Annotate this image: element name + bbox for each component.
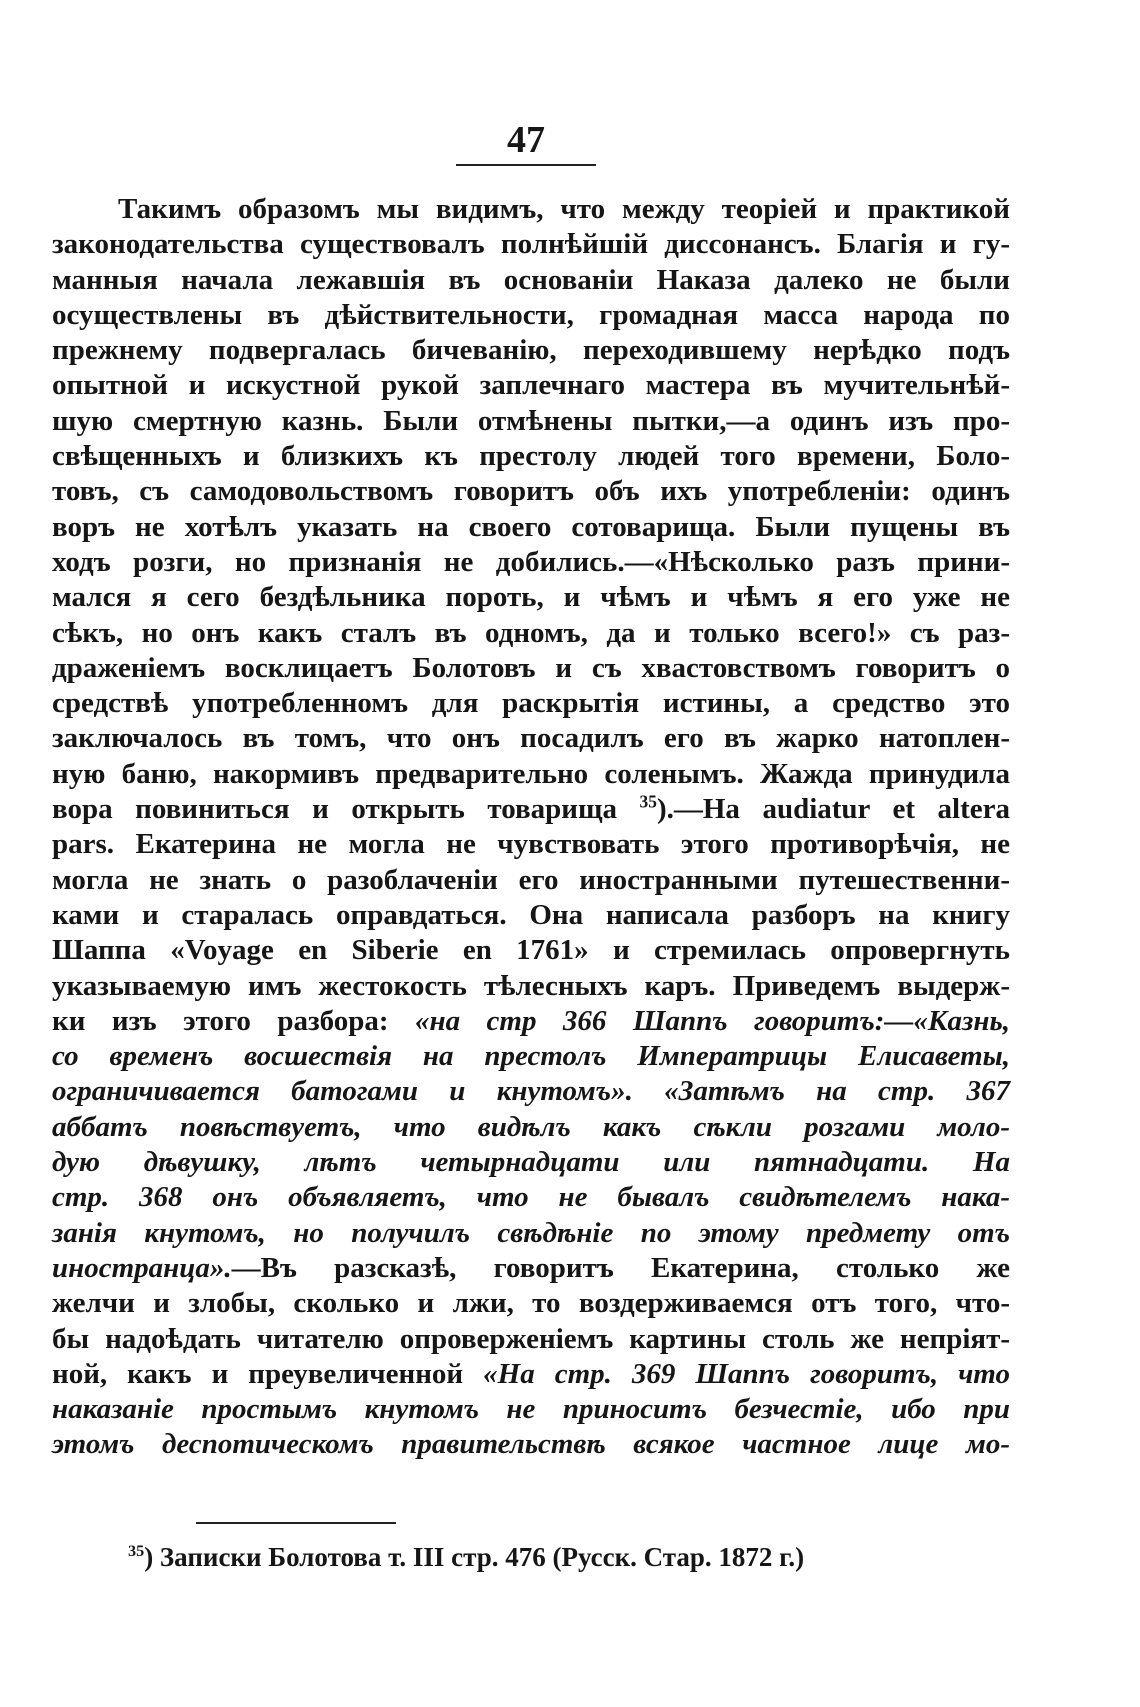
text-line: желчи и злобы, сколько и лжи, то воздерживаемся отъ того, что- <box>52 1287 1010 1320</box>
quoted-line: стр. 368 онъ объявляетъ, что не бывалъ свидѣтелемъ нака- <box>52 1181 1010 1214</box>
page-number-rule <box>456 164 596 166</box>
quoted-line: со временъ восшествія на престолъ Императрицы Елисаветы, <box>52 1040 1010 1073</box>
body-text <box>52 192 1010 1463</box>
footnote <box>128 1540 1028 1574</box>
quoted-line: этомъ деспотическомъ правительствѣ всякое частное лице мо- <box>52 1428 1010 1461</box>
text-line: прежнему подвергалась бичеванію, переходившему нерѣдко подъ <box>52 334 1010 367</box>
quoted-line: ограничивается батогами и кнутомъ». «Затѣмъ на стр. 367 <box>52 1075 1010 1108</box>
quoted-segment: «На стр. 369 Шаппъ говоритъ, что <box>483 1357 1010 1390</box>
text-segment: —Въ разсказѣ, говоритъ Екатерина, столько же <box>231 1251 1010 1284</box>
quoted-line: аббатъ повѣствуетъ, что видѣлъ какъ сѣкли розгами моло- <box>52 1110 1010 1143</box>
text-line: ходъ розги, но признанія не добились.—«Нѣсколько разъ прини- <box>52 545 1010 578</box>
text-line <box>52 1357 1010 1392</box>
text-line: ками и старалась оправдаться. Она написала разборъ на книгу <box>52 898 1010 931</box>
text-line: сѣкъ, но онъ какъ сталъ въ одномъ, да и только всего!» съ раз- <box>52 616 1010 649</box>
quoted-segment: «на стр 366 Шаппъ говоритъ:—«Казнь, <box>415 1004 1010 1037</box>
text-line: средствѣ употребленномъ для раскрытія истины, а средство это <box>52 687 1010 720</box>
text-line: pars. Екатерина не могла не чувствовать этого противорѣчія, не <box>52 828 1010 861</box>
text-line: бы надоѣдать читателю опроверженіемъ картины столь же непріят- <box>52 1322 1010 1355</box>
text-line: могла не знать о разоблаченіи его иностранными путешественни- <box>52 863 1010 896</box>
text-line: ную баню, накормивъ предварительно соленымъ. Жажда принудила <box>52 757 1010 790</box>
text-line: манныя начала лежавшія въ основаніи Наказа далеко не были <box>52 263 1010 296</box>
quoted-line: занія кнутомъ, но получилъ свѣдѣніе по этому предмету отъ <box>52 1216 1010 1249</box>
text-line: законодательства существовалъ полнѣйшій диссонансъ. Благія и гу- <box>52 228 1010 261</box>
page-number: 47 <box>507 119 545 161</box>
text-line: шую смертную казнь. Были отмѣнены пытки,—а одинъ изъ про- <box>52 404 1010 437</box>
footnote-reference: 35 <box>639 791 657 812</box>
text-line <box>52 792 1010 827</box>
text-line: свѣщенныхъ и близкихъ къ престолу людей того времени, Боло- <box>52 440 1010 473</box>
text-line: драженіемъ восклицаетъ Болотовъ и съ хвастовствомъ говоритъ о <box>52 651 1010 684</box>
footnote-text: ) Записки Болотова т. III стр. 476 (Русск. Стар. 1872 г.) <box>144 1542 805 1572</box>
text-line: опытной и искустной рукой заплечнаго мастера въ мучительнѣй- <box>52 369 1010 402</box>
text-line: Такимъ образомъ мы видимъ, что между теоріей и практикой <box>118 193 1010 225</box>
text-segment: вора повиниться и открыть товарища <box>52 793 617 826</box>
text-line: воръ не хотѣлъ указать на своего сотоварища. Были пущены въ <box>52 510 1010 543</box>
quoted-segment: иностранца». <box>52 1251 232 1284</box>
text-line: мался я сего бездѣльника пороть, и чѣмъ и чѣмъ я его уже не <box>52 581 1010 614</box>
text-line: указываемую имъ жестокость тѣлесныхъ каръ. Приведемъ выдерж- <box>52 969 1010 1002</box>
footnote-marker: 35 <box>128 1542 145 1560</box>
text-segment: ки изъ этого разбора: <box>52 1004 415 1037</box>
text-line <box>52 1004 1010 1039</box>
text-line <box>52 1251 1010 1286</box>
text-line: осуществлены въ дѣйствительности, громадная масса народа по <box>52 298 1010 331</box>
text-line: Шаппа «Voyage en Siberie en 1761» и стремилась опровергнуть <box>52 934 1010 967</box>
text-segment: ной, какъ и преувеличенной <box>52 1357 484 1390</box>
text-segment: ).—На audiatur et altera <box>656 793 1010 826</box>
quoted-line: наказаніе простымъ кнутомъ не приноситъ безчестіе, ибо при <box>52 1393 1010 1426</box>
text-line: заключалось въ томъ, что онъ посадилъ его въ жарко натоплен- <box>52 722 1010 755</box>
footnote-rule <box>196 1522 396 1524</box>
quoted-line: дую дѣвушку, лѣтъ четырнадцати или пятнадцати. На <box>52 1146 1010 1179</box>
text-line: товъ, съ самодовольствомъ говоритъ объ ихъ употребленіи: одинъ <box>52 475 1010 508</box>
